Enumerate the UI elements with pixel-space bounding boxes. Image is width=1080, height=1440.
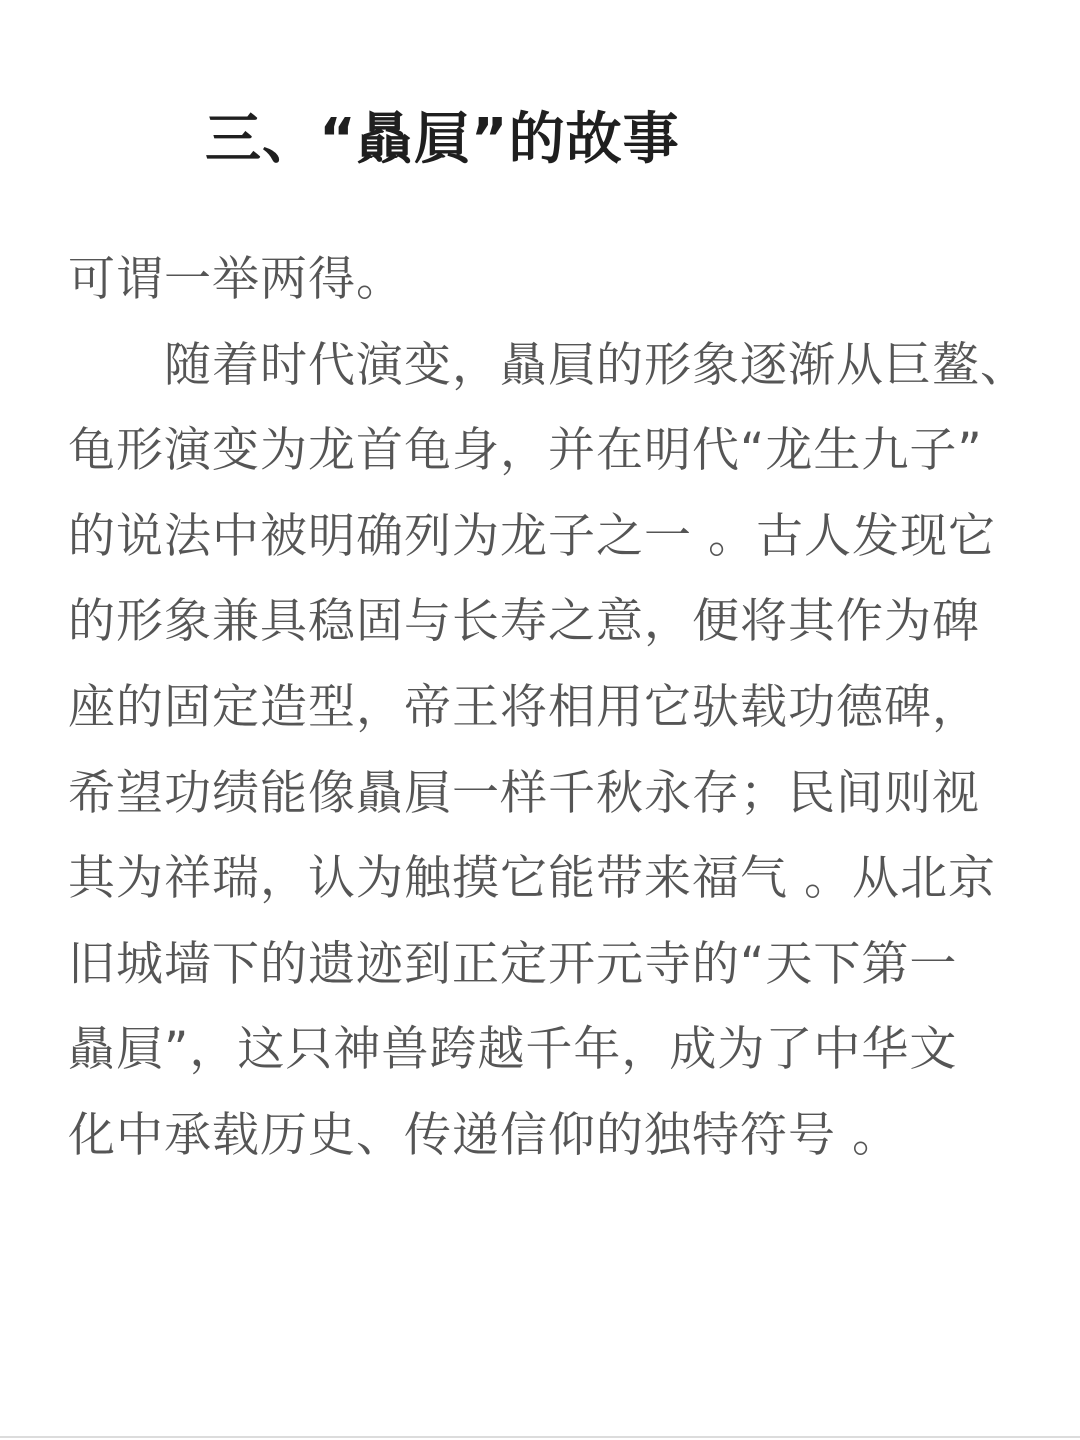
bottom-divider [0,1436,1080,1438]
body-line-4: 的说法中被明确列为龙子之一 。古人发现它 [68,509,996,564]
body-line-2: 随着时代演变，贔屓的形象逐渐从巨鳌、 [68,338,1028,393]
body-line-5: 的形象兼具稳固与长寿之意，便将其作为碑 [68,594,980,649]
body-line-7: 希望功绩能像贔屓一样千秋永存；民间则视 [68,766,980,821]
body-line-1: 可谓一举两得。 [68,252,404,307]
body-line-3: 龟形演变为龙首龟身，并在明代“龙生九子” [68,423,983,478]
body-line-8: 其为祥瑞，认为触摸它能带来福气 。从北京 [68,851,996,906]
body-line-6: 座的固定造型，帝王将相用它驮载功德碑， [68,680,980,735]
body-line-9: 旧城墙下的遗迹到正定开元寺的“天下第一 [68,937,958,992]
body-line-11: 化中承载历史、传递信仰的独特符号 。 [68,1108,900,1163]
body-line-10: 贔屓”，这只神兽跨越千年，成为了中华文 [68,1022,958,1077]
section-title: 三、“贔屓”的故事 [205,107,680,172]
